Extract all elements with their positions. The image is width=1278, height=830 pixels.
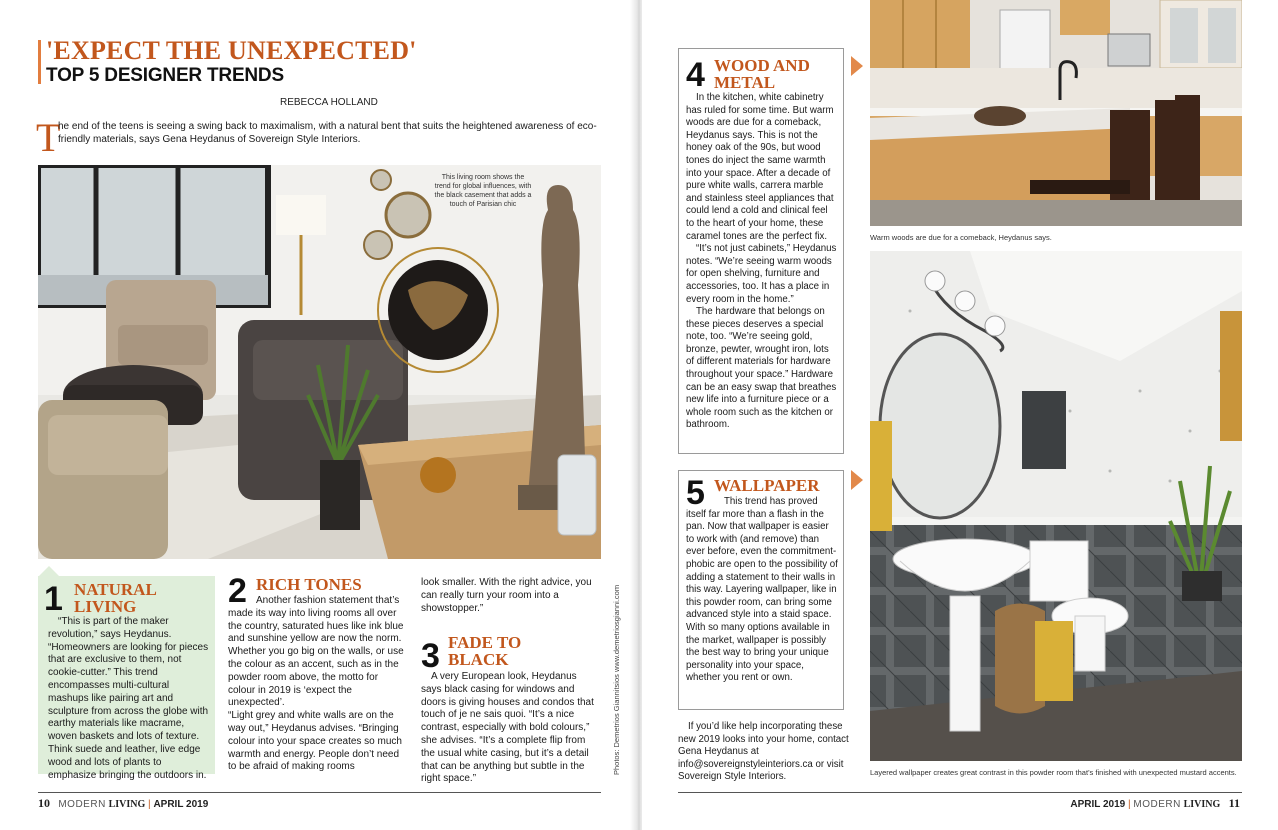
left-page — [0, 0, 636, 830]
section2-body — [228, 595, 408, 774]
section3-heading-2: BLACK — [448, 650, 509, 669]
right-footer-separator: | — [1128, 799, 1131, 810]
section1-number: 1 — [44, 580, 63, 618]
section4-paragraph-2: “It’s not just cabinets,” Heydanus notes. “We’re seeing warm woods for open shelving, furniture and accessories, too. It has a place in every room in the home.” — [686, 243, 837, 305]
section2-number: 2 — [228, 572, 247, 610]
section2-heading: RICH TONES — [256, 575, 362, 594]
article-title: 'EXPECT THE UNEXPECTED' — [46, 36, 417, 65]
section3-heading-1: FADE TO — [448, 633, 522, 652]
photo-credit-text: Photos: Demetrios Giannitsios www.demetriosgianni.com — [612, 584, 621, 775]
living-room-caption: This living room shows the trend for global influences, with the black casement that adds a touch of Parisian chic — [434, 174, 532, 208]
right-footer-date: APRIL 2019 — [1070, 799, 1126, 810]
section5-body — [686, 496, 838, 685]
section3-number: 3 — [421, 637, 440, 675]
kitchen-photo — [870, 0, 1242, 226]
outro-paragraph: If you’d like help incorporating these new 2019 looks into your home, contact Gena Heydanus at info@sovereignstyleinteriors.ca or visit Sovereign Style Interiors. — [678, 721, 849, 783]
left-footer-brand-modern: MODERN — [58, 799, 106, 810]
section5-paragraph: This trend has proved itself far more than a flash in the pan. Now that wallpaper is easier to work with (and remove) than ever before, even the commitment-phobic are open to the possibility of adding a statement to their walls in this way. Layering wallpaper, like in this powder room, can bring some advanced style into a staid space. With so many options available in the market, wallpaper is possibly the best way to bring your unique personality into your space, whether you rent or own. — [686, 496, 838, 684]
left-footer — [38, 796, 208, 811]
section5-number: 5 — [686, 474, 705, 512]
right-footer-brand-living: LIVING — [1183, 799, 1221, 810]
section5-heading: WALLPAPER — [714, 476, 820, 495]
article-subtitle: TOP 5 DESIGNER TRENDS — [46, 65, 284, 86]
right-page — [642, 0, 1278, 830]
section2-paragraph-2: “Light grey and white walls are on the way out,” Heydanus advises. “Bringing colour into your space creates so much warmth and energy. People don’t need to be afraid of making rooms — [228, 710, 402, 773]
photo-credit — [610, 585, 624, 775]
section4-arrow-icon — [851, 56, 863, 76]
section3-paragraph: A very European look, Heydanus says black casing for windows and doors is giving houses and condos that touch of je ne sais quoi. “It’s a nice contrast, especially with bold colours,” she advises. “It’s a complete flip from the usual white casing, but it’s a detail that can be anything but subtle in the right space.” — [421, 671, 594, 785]
section4-heading-2: METAL — [714, 73, 776, 92]
section5-arrow-icon — [851, 470, 863, 490]
section1-heading-2: LIVING — [74, 597, 137, 616]
section4-number: 4 — [686, 56, 705, 94]
bathroom-photo — [870, 251, 1242, 761]
drop-cap: T — [36, 115, 61, 160]
section4-body — [686, 92, 838, 432]
section4-paragraph-3: The hardware that belongs on these pieces deserves a special note, too. “We’re seeing gold, bronze, pewter, wrought iron, lots of different materials for hardware throughout your space.” Hardware can be an easy swap that breathes new life into a furniture piece or a whole room such as the kitchen or bathroom. — [686, 306, 837, 431]
section1-paragraph: “This is part of the maker revolution,” says Heydanus. “Homeowners are looking for pieces that are exclusive to them, not cookie-cutter.” This trend encompasses multi-cultural mashups like pairing art and sculpture from across the globe with earthy materials like macrame, woven baskets and lots of texture. Think suede and leather, live edge wood and lots of plants to emphasize bringing the outdoors in. — [48, 616, 209, 781]
left-footer-separator: | — [148, 799, 151, 810]
section1-body — [48, 616, 210, 782]
right-footer-rule — [678, 792, 1242, 793]
byline: REBECCA HOLLAND — [280, 97, 378, 108]
bathroom-caption: Layered wallpaper creates great contrast in this powder room that’s finished with unexpected mustard accents. — [870, 768, 1237, 777]
right-page-number: 11 — [1228, 796, 1240, 810]
living-room-photo — [38, 165, 601, 559]
kitchen-caption: Warm woods are due for a comeback, Heydanus says. — [870, 233, 1052, 242]
right-footer-brand-modern: MODERN — [1133, 799, 1181, 810]
section4-paragraph-1: In the kitchen, white cabinetry has ruled for some time. But warm woods are due for a comeback, Heydanus says. This is not the honey oak of the 90s, but wood tones do inject the same warmth into your space. After a decade of pure white walls, carrera marble and stainless steel appliances that could lend a cold and clinical feel to the heart of your home, these caramel tones are the perfect fix. — [686, 92, 834, 242]
right-footer — [1070, 796, 1240, 811]
intro-paragraph: he end of the teens is seeing a swing back to maximalism, with a natural bent that suits the heightened awareness of eco-friendly materials, says Gena Heydanus of Sovereign Style Interiors. — [58, 121, 597, 145]
section2-paragraph-1: Another fashion statement that’s made its way into living rooms all over the country, saturated hues like ink blue and sunshine yellow are now the norm. Whether you go big on the walls, or use the colour as an accent, such as in the powder room above, the motto for colour in 2019 is ‘expect the unexpected’. — [228, 595, 404, 709]
left-footer-rule — [38, 792, 601, 793]
section1-heading-1: NATURAL — [74, 580, 157, 599]
left-page-number: 10 — [38, 796, 50, 810]
left-footer-brand-living: LIVING — [108, 799, 146, 810]
section4-heading-1: WOOD AND — [714, 56, 810, 75]
left-footer-date: APRIL 2019 — [153, 799, 209, 810]
section3-body — [421, 671, 599, 786]
title-accent-bar — [38, 40, 41, 84]
section2-continued: look smaller. With the right advice, you can really turn your room into a showstopper.” — [421, 577, 592, 614]
